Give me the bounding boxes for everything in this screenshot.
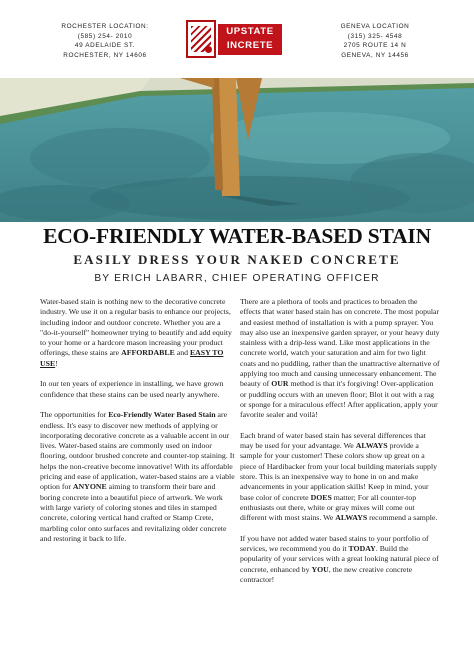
article-title: ECO-FRIENDLY WATER-BASED STAIN [43, 224, 431, 248]
geneva-location [300, 22, 450, 60]
right-column [240, 297, 440, 596]
location-label: GENEVA LOCATION [340, 23, 410, 30]
location-street: 2705 ROUTE 14 N [343, 42, 407, 50]
location-city: GENEVA, NY 14456 [341, 51, 409, 59]
paragraph: The opportunities for Eco-Friendly Water Based Stain are endless. It's easy to discover new methods of applying or incorporating decorative concrete as a valuable accent in our lives. Water-based stains are commonly used on indoor flooring, outdoor brushed concrete and counter-top staining. It helps the non-creative become innovative! With its affordable pricing and ease of application, water-based stains are a viable option for ANYONE aiming to transform their bare and boring concrete into a beautiful piece of artwork. We work with large variety of coloring stones and tiles in stamped concrete, coloring vertical hand crafted or Stamp Crete, marbling color onto surfaces and revitalizing older concrete and restoring it back to life. [40, 410, 235, 543]
location-label: ROCHESTER LOCATION: [61, 23, 149, 30]
logo-mark-icon [186, 20, 216, 58]
logo-line-1: UPSTATE [226, 26, 274, 37]
rochester-location [30, 22, 180, 60]
article-byline: BY ERICH LABARR, CHIEF OPERATING OFFICER [94, 273, 380, 284]
upstate-increte-logo [186, 20, 282, 58]
logo-wordmark [218, 24, 282, 55]
stained-floor-photo [0, 78, 474, 222]
paragraph: Each brand of water based stain has several differences that may be used for your advantage. We ALWAYS provide a sample for your customer! These colors show up great on a piece of Hardibacker from your local building materials supply store. This is an inexpensive way to hone in on and make advancements in your application skills! Keep in mind, your base color of concrete DOES matter; For all counter-top enthusiasts out there, white or gray mixes will come out different with most stains. We ALWAYS recommend a sample. [240, 430, 438, 523]
logo-line-2: INCRETE [226, 40, 274, 51]
paragraph: Water-based stain is nothing new to the decorative concrete industry. We use it on a regular basis to enhance our projects, including indoor and outdoor concrete. Whether you are a "do-it-yourself" homeowner trying to beautify and add equity to your home or a hardcore mason increasing your product offerings, these stains are AFFORDABLE and EASY TO USE! [40, 297, 232, 368]
location-phone: (585) 254- 2010 [77, 32, 133, 40]
left-column [40, 297, 236, 554]
location-phone: (315) 325- 4548 [347, 32, 403, 40]
location-city: ROCHESTER, NY 14606 [63, 51, 147, 59]
location-street: 49 ADELAIDE ST. [74, 42, 136, 50]
paragraph: In our ten years of experience in installing, we have grown confidence that these stains can be used nearly anywhere. [40, 379, 224, 399]
article-subtitle: EASILY DRESS YOUR NAKED CONCRETE [73, 252, 401, 267]
paragraph: If you have not added water based stains to your portfolio of services, we recommend you do it TODAY. Build the popularity of your services with a great looking natural piece of concrete, enhanced by YOU, the new creative concrete contractor! [240, 533, 439, 585]
paragraph: There are a plethora of tools and practices to broaden the effects that water based stain has on concrete. The most popular and easiest method of installation is with a pump sprayer. You may also use an inexpensive garden sprayer, or your heavy duty stainless with a drip-less wand. Like most applications in the concrete world, watch your saturation and aim for two light coats and no puddling, rather than the unattractive alternative of applying too much and causing unnecessary enhancement. The beauty of OUR method is that it's forgiving! Over-application or puddling occurs with an uneven floor; Blot it out with a rag or sponge for a miraculous effect! After application, apply your favorite sealer and voilà! [240, 297, 440, 420]
